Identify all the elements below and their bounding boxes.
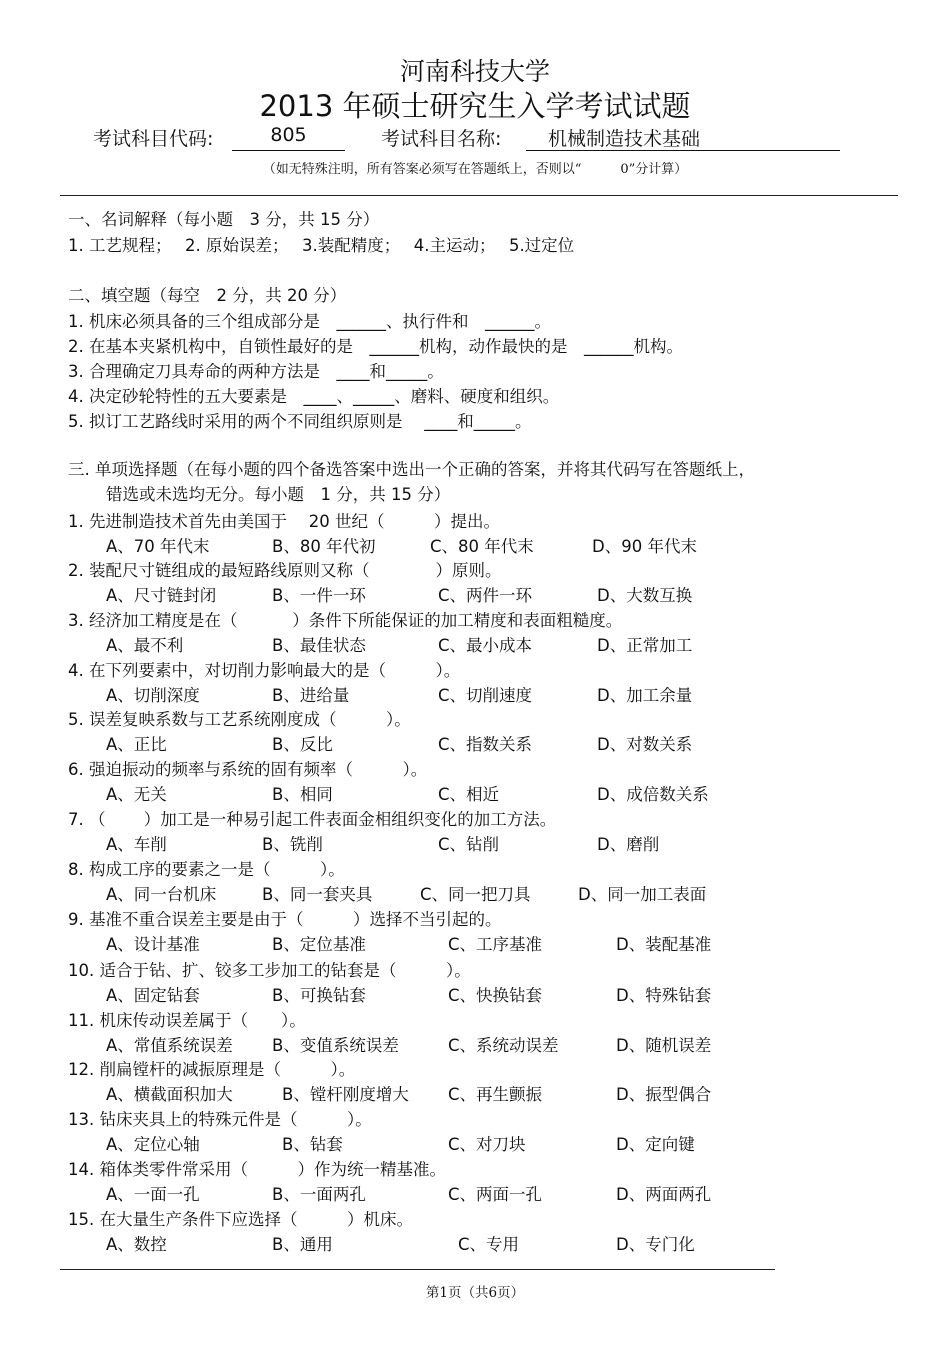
question-10-option-c: C、快换钻套 (448, 986, 543, 1005)
question-11-option-c: C、系统动误差 (448, 1036, 559, 1055)
header-divider (60, 195, 898, 196)
question-9-option-a: A、设计基准 (106, 935, 200, 954)
question-7-option-c: C、钻削 (438, 835, 500, 854)
question-13-option-d: D、定向键 (616, 1135, 695, 1154)
question-2-option-a: A、尺寸链封闭 (106, 586, 217, 605)
question-4-option-b: B、进给量 (272, 686, 350, 705)
fill-item-1: 1. 机床必须具备的三个组成部分是 ______、执行件和 ______。 (68, 312, 551, 331)
question-1-option-a: A、70 年代末 (106, 537, 210, 556)
question-14-option-c: C、两面一孔 (448, 1185, 543, 1204)
footer-divider (60, 1269, 775, 1270)
question-3: 3. 经济加工精度是在（ ）条件下所能保证的加工精度和表面粗糙度。 (68, 611, 623, 630)
question-4: 4. 在下列要素中，对切削力影响最大的是（ ）。 (68, 661, 461, 680)
section3-title-line1: 三. 单项选择题（在每小题的四个备选答案中选出一个正确的答案，并将其代码写在答题纸上， (68, 460, 755, 479)
question-13-option-b: B、钻套 (282, 1135, 343, 1154)
page-number: 第1页（共6页） (425, 1285, 525, 1301)
question-8-option-c: C、同一把刀具 (420, 885, 531, 904)
question-10-option-d: D、特殊钻套 (616, 986, 712, 1005)
answer-note: （如无特殊注明，所有答案必须写在答题纸上，否则以“ 0”分计算） (262, 162, 688, 177)
question-5-option-a: A、正比 (106, 735, 167, 754)
question-10: 10. 适合于钻、扩、铰多工步加工的钻套是（ ）。 (68, 961, 471, 980)
question-1: 1. 先进制造技术首先由美国于 20 世纪（ ）提出。 (68, 512, 500, 531)
subject-code-label: 考试科目代码: (93, 128, 214, 150)
question-14-option-d: D、两面两孔 (616, 1185, 712, 1204)
subject-code-underline (232, 150, 345, 151)
question-11: 11. 机床传动误差属于（ ）。 (68, 1011, 306, 1030)
question-14-option-a: A、一面一孔 (106, 1185, 200, 1204)
question-3-option-c: C、最小成本 (438, 636, 533, 655)
question-12: 12. 削扁镗杆的减振原理是（ ）。 (68, 1060, 356, 1079)
university-name: 河南科技大学 (399, 57, 550, 86)
question-5-option-d: D、对数关系 (597, 735, 693, 754)
question-7: 7. （ ）加工是一种易引起工件表面金相组织变化的加工方法。 (68, 810, 557, 829)
question-12-option-b: B、镗杆刚度增大 (282, 1085, 409, 1104)
question-2: 2. 装配尺寸链组成的最短路线原则又称（ ）原则。 (68, 561, 502, 580)
section1-items: 1. 工艺规程； 2. 原始误差； 3.装配精度； 4.主运动； 5.过定位 (68, 236, 575, 255)
question-8-option-a: A、同一台机床 (106, 885, 217, 904)
section1-title: 一、名词解释（每小题 3 分，共 15 分） (68, 210, 380, 229)
question-8: 8. 构成工序的要素之一是（ ）。 (68, 860, 345, 879)
question-13: 13. 钻床夹具上的特殊元件是（ ）。 (68, 1110, 372, 1129)
subject-name-value: 机械制造技术基础 (548, 128, 701, 150)
question-9-option-d: D、装配基准 (616, 935, 712, 954)
question-5: 5. 误差复映系数与工艺系统刚度成（ ）。 (68, 710, 411, 729)
exam-title: 2013 年硕士研究生入学考试试题 (259, 89, 691, 123)
question-1-option-b: B、80 年代初 (272, 537, 376, 556)
question-8-option-d: D、同一加工表面 (578, 885, 707, 904)
question-15-option-a: A、数控 (106, 1235, 167, 1254)
question-1-option-d: D、90 年代末 (592, 537, 697, 556)
question-7-option-d: D、磨削 (597, 835, 660, 854)
question-12-option-d: D、振型偶合 (616, 1085, 712, 1104)
question-2-option-b: B、一件一环 (272, 586, 366, 605)
question-14: 14. 箱体类零件常采用（ ）作为统一精基准。 (68, 1160, 446, 1179)
question-9: 9. 基准不重合误差主要是由于（ ）选择不当引起的。 (68, 910, 502, 929)
question-6-option-c: C、相近 (438, 785, 500, 804)
subject-code-value: 805 (270, 124, 307, 146)
question-7-option-a: A、车削 (106, 835, 167, 854)
question-13-option-a: A、定位心轴 (106, 1135, 200, 1154)
subject-name-label: 考试科目名称: (381, 128, 502, 150)
question-1-option-c: C、80 年代末 (430, 537, 534, 556)
fill-item-5: 5. 拟订工艺路线时采用的两个不同组织原则是 ____和_____。 (68, 412, 532, 431)
question-15: 15. 在大量生产条件下应选择（ ）机床。 (68, 1210, 413, 1229)
question-6: 6. 强迫振动的频率与系统的固有频率（ ）。 (68, 760, 428, 779)
question-3-option-b: B、最佳状态 (272, 636, 366, 655)
question-4-option-c: C、切削速度 (438, 686, 533, 705)
subject-name-underline (526, 150, 840, 151)
question-10-option-a: A、固定钻套 (106, 986, 200, 1005)
question-6-option-a: A、无关 (106, 785, 167, 804)
question-11-option-a: A、常值系统误差 (106, 1036, 233, 1055)
question-12-option-c: C、再生颤振 (448, 1085, 543, 1104)
fill-item-2: 2. 在基本夹紧机构中，自锁性最好的是 ______机构，动作最快的是 ______机构。 (68, 337, 683, 356)
question-9-option-c: C、工序基准 (448, 935, 543, 954)
question-10-option-b: B、可换钻套 (272, 986, 366, 1005)
question-14-option-b: B、一面两孔 (272, 1185, 366, 1204)
fill-item-4: 4. 决定砂轮特性的五大要素是 ____、_____、磨料、硬度和组织。 (68, 387, 560, 406)
question-6-option-b: B、相同 (272, 785, 333, 804)
question-11-option-d: D、随机误差 (616, 1036, 712, 1055)
question-8-option-b: B、同一套夹具 (262, 885, 373, 904)
question-15-option-d: D、专门化 (616, 1235, 695, 1254)
question-11-option-b: B、变值系统误差 (272, 1036, 399, 1055)
section3-title-line2: 错选或未选均无分。每小题 1 分，共 15 分） (106, 485, 451, 504)
question-3-option-a: A、最不利 (106, 636, 184, 655)
question-7-option-b: B、铣削 (262, 835, 323, 854)
question-13-option-c: C、对刀块 (448, 1135, 526, 1154)
question-6-option-d: D、成倍数关系 (597, 785, 709, 804)
question-2-option-c: C、两件一环 (438, 586, 533, 605)
question-9-option-b: B、定位基准 (272, 935, 366, 954)
fill-item-3: 3. 合理确定刀具寿命的两种方法是 ____和_____。 (68, 362, 444, 381)
question-15-option-c: C、专用 (458, 1235, 520, 1254)
question-15-option-b: B、通用 (272, 1235, 333, 1254)
question-4-option-d: D、加工余量 (597, 686, 693, 705)
question-5-option-b: B、反比 (272, 735, 333, 754)
question-2-option-d: D、大数互换 (597, 586, 693, 605)
section2-title: 二、填空题（每空 2 分，共 20 分） (68, 286, 347, 305)
question-3-option-d: D、正常加工 (597, 636, 693, 655)
question-12-option-a: A、横截面积加大 (106, 1085, 233, 1104)
question-4-option-a: A、切削深度 (106, 686, 200, 705)
question-5-option-c: C、指数关系 (438, 735, 533, 754)
